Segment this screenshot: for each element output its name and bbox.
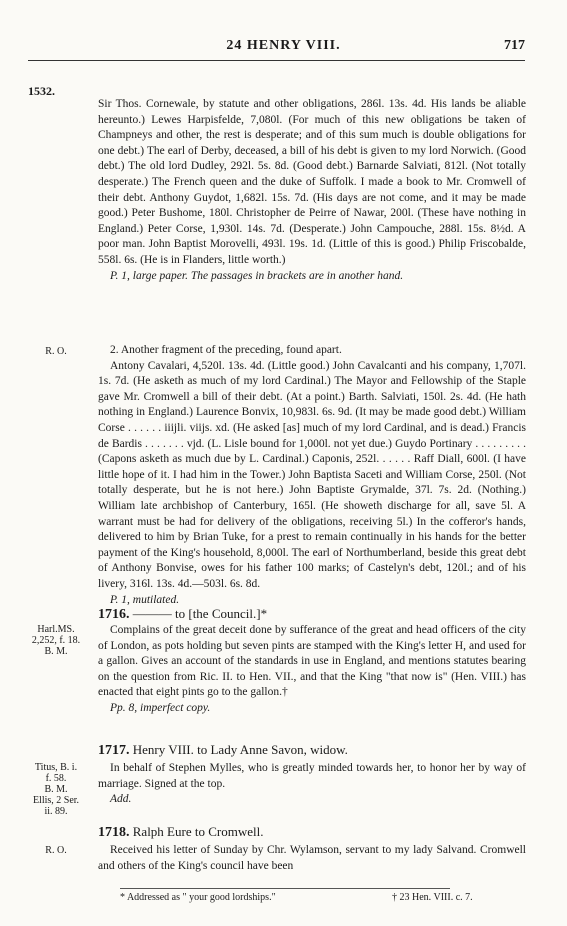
source-line: 2,252, f. 18. [31,635,81,646]
footnotes [0,892,567,906]
fragment-entry [98,343,526,608]
entry-title: ——— to [the Council.]* [132,606,268,621]
footnote-b: † 23 Hen. VIII. c. 7. [392,892,473,903]
entry-1718-body [98,843,526,874]
entry-text: In behalf of Stephen Mylles, who is greatly minded towards her, to honor her by way of marriage. Signed at the top. [98,762,526,790]
entry-text: Sir Thos. Cornewale, by statute and other obligations, 286l. 13s. 4d. His lands be aliable hereunto.) Lewes Harpisfelde, 7,080l. (For much of this new obligations be taken of Champneys and other, the rest is desperate; and of this sum much is double obligations for one debt.) The earl of Derby, deceased, a bill of his debt is given to my lord Norwich. (Good debt.) The old lord Dudley, 292l. 5s. 8d. (Good debt.) Barnarde Salviati, 812l. (Not totally desperate.) The French queen and the duke of Suffolk. I made a book to Mr. Cromwell of their debt. Anthony Guydot, 1,682l. 15s. 7d. (His days are not come, and it may be made good.) Peter Bushome, 180l. Christopher de Peirre of Nawar, 200l. (These have nothing in England.) Peter Corse, 1,930l. 14s. 7d. (Desperate.) John Campouche, 288l. 15s. 8½d. A poor man. John Baptist Morovelli, 493l. 19s. 1d. (Little of this is good.) Philip Friscobalde, 558l. 6s. (He is in Flanders, little worth.) [98,98,526,266]
year-label: 1532. [28,84,55,98]
footnote-a: * Addressed as " your good lordships." [120,892,276,903]
entry-number: 1717. [98,743,130,758]
running-head: 24 HENRY VIII. [226,38,341,53]
entry-1716-heading [98,606,528,623]
source-line: Titus, B. i. [34,762,78,773]
entry-title: Henry VIII. to Lady Anne Savon, widow. [132,742,348,757]
source-line: B. M. [44,646,68,657]
entry-1718-heading [98,824,528,841]
entry-text: Received his letter of Sunday by Chr. Wylamson, servant to my lady Salvand. Cromwell and others of the King's council have been [98,844,526,872]
page-header [0,38,567,58]
entry-1717-source [22,762,90,817]
page-number: 717 [504,38,525,53]
source-line: Harl.MS. [37,624,75,635]
entry-number: 1718. [98,825,130,840]
fragment-text: Antony Cavalari, 4,520l. 13s. 4d. (Little good.) John Cavalcanti and his company, 1,707l. 1s. 7d. (He asketh as much of my lord Cardinal.) The Mayor and Fellowship of the Staple gave Mr. Cromwell a bill of their debt. (At a point.) Barth. Salviati, 150l. 2s. 4d. (He hath nothing in England.) Laurence Bonvix, 10,983l. 6s. 9d. (It may be made good debt.) William Corse . . . . . . iiijli. viijs. xd. (He asked [as] much of my lord Cardinal, and is dead.) Francis de Bardis . . . . . . . vjd. (L. Lisle bound for 1,000l. not yet due.) Guydo Portinary . . . . . . . . . (Capons asketh as much due by L. Cardinal.) Caponis, 252l. . . . . . Raff Diall, 600l. (I have little hope of it. I had him in the Tower.) John Baptista Saceti and William Corse, 250l. (Not totally desperate, but he is not here.) John Baptiste Grymalde, 37l. 7s. 2d. (Nothing.) William late archbishop of Canterbury, 165l. (He showeth discharge for all, save 5l. A warrant must be had for delivery of the obligations, receiving 5l.) In the cofferor's hands, delivered to him by Brian Tuke, for a prest to remain continually in his hands for the better payment of the King's household, 8,000l. The earl of Northumberland, beside this great debt of Anthony Bonvise, owes for his father 100 marks; of Castelyn's debt, 120l.; and of his livery, 316l. 13s. 4d.—503l. 6s. 8d. [98,359,526,590]
entry-note: P. 1, large paper. The passages in brackets are in another hand. [110,269,404,282]
source-line: Ellis, 2 Ser. [32,795,80,806]
fragment-note: P. 1, mutilated. [110,593,180,606]
entry-note: Pp. 8, imperfect copy. [110,701,211,714]
source-line: B. M. [44,784,68,795]
header-rule [28,60,525,61]
fragment-heading: 2. Another fragment of the preceding, found apart. [110,344,342,356]
entry-1716-source [22,624,90,657]
entry-number: 1716. [98,607,130,622]
entry-text: Complains of the great deceit done by sufferance of the great and head officers of the city of London, as pots holding but seven pints are stamped with the King's letter H, and used for a gallon. Gives an account of the standards in use in England, and mentions statutes bearing on the question from Ric. II. to Hen. VII., and that the King "that now is" (Hen. VIII.) has enacted that eight pints go to the gallon.† [98,624,526,699]
footnote-rule [120,888,450,889]
entry-1717-heading [98,742,528,759]
entry-note: Add. [110,793,132,806]
entry-1717-body [98,761,526,808]
source-line: f. 58. [45,773,67,784]
source-line: ii. 89. [44,806,68,817]
source-line: R. O. [45,845,67,856]
margin-source: R. O. [45,346,67,357]
continued-entry [98,97,526,284]
entry-1716-body [98,623,526,717]
entry-title: Ralph Eure to Cromwell. [132,824,264,839]
entry-1718-source [22,845,90,856]
